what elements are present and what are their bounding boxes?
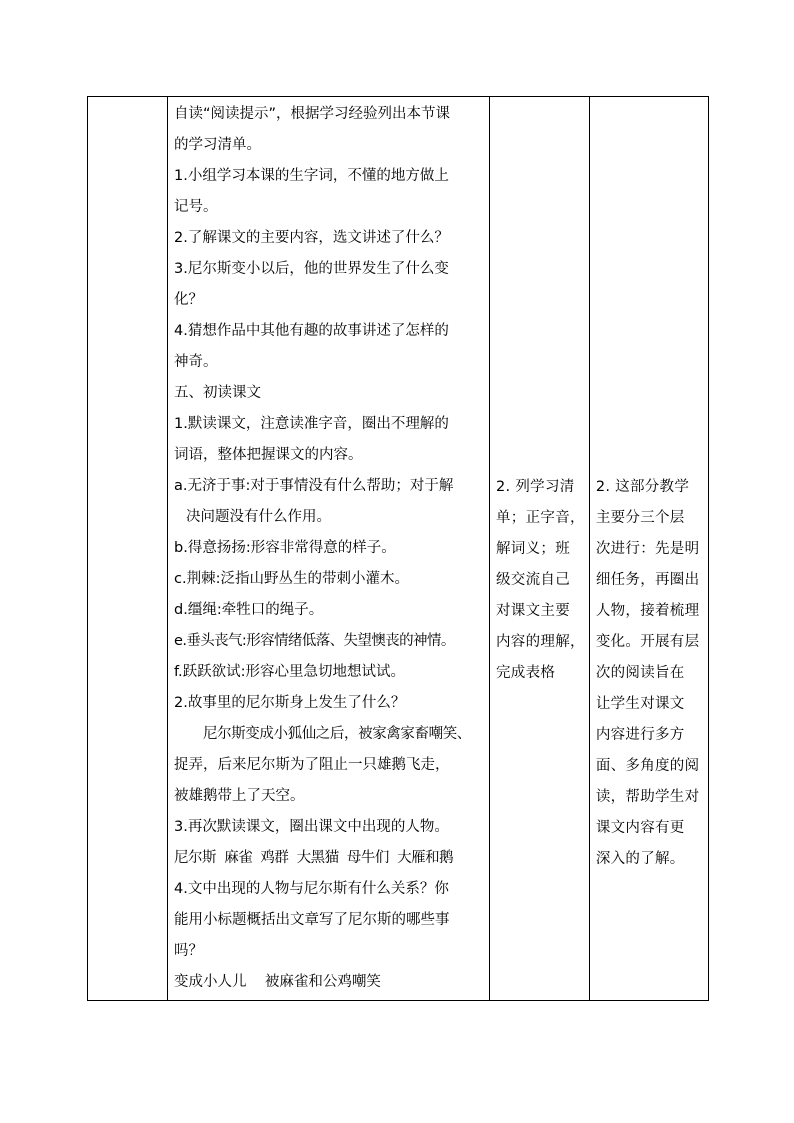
vocab-line: c.荆棘:泛指山野丛生的带刺小灌木。: [174, 571, 409, 587]
text-line: 能用小标题概括出文章写了尼尔斯的哪些事: [174, 912, 450, 928]
text-line: 读，帮助学生对: [595, 789, 700, 805]
text-line: 主要分三个层: [595, 510, 685, 526]
text-line: 级交流自己: [496, 572, 570, 588]
text-line: 解词义；班: [496, 541, 570, 557]
text-line: 3.再次默读课文，圈出课文中出现的人物。: [174, 819, 449, 835]
text-line: 对课文主要: [496, 603, 570, 619]
blank-first-column: [88, 97, 168, 1001]
text-line: 课文内容有更: [595, 820, 685, 836]
text-line: 记号。: [174, 199, 218, 215]
text-line: 人物，接着梳理: [595, 603, 700, 619]
text-line: 的学习清单。: [174, 137, 261, 153]
text-line: 吗？: [174, 943, 203, 959]
text-line: 内容进行多方: [595, 727, 685, 743]
design-intent-cell: [589, 97, 708, 1001]
text-line: 次进行：先是明: [595, 541, 700, 557]
vocab-line: e.垂头丧气:形容情绪低落、失望懊丧的神情。: [174, 633, 455, 649]
table-row: [88, 97, 709, 1001]
text-line: 变成小人儿 被麻雀和公鸡嘲笑: [174, 974, 381, 990]
text-line: 面、多角度的阅: [595, 758, 700, 774]
text-line: 3.尼尔斯变小以后，他的世界发生了什么变: [174, 261, 449, 277]
student-activity-cell: [490, 97, 590, 1001]
text-line: 被雄鹅带上了天空。: [174, 788, 305, 804]
text-line: 尼尔斯变成小狐仙之后，被家禽家畜嘲笑、: [203, 726, 471, 742]
text-line: 化？: [174, 292, 203, 308]
text-line: 单；正字音，: [496, 510, 585, 526]
vocab-line: a.无济于事:对于事情没有什么帮助；对于解: [174, 478, 454, 494]
text-line: 2. 列学习清: [496, 479, 575, 495]
text-line: 2.故事里的尼尔斯身上发生了什么？: [174, 695, 406, 711]
lesson-plan-table: [87, 96, 709, 1001]
vocab-line: 决问题没有什么作用。: [186, 509, 331, 525]
text-line: 词语，整体把握课文的内容。: [174, 447, 363, 463]
text-line: 神奇。: [174, 354, 218, 370]
text-line: 捉弄，后来尼尔斯为了阻止一只雄鹅飞走，: [174, 757, 450, 773]
text-line: 1.默读课文，注意读准字音，圈出不理解的: [174, 416, 449, 432]
text-line: 4.猜想作品中其他有趣的故事讲述了怎样的: [174, 323, 449, 339]
text-line: 让学生对课文: [595, 696, 685, 712]
vocab-line: f.跃跃欲试:形容心里急切地想试试。: [174, 664, 406, 680]
text-line: 2.了解课文的主要内容，选文讲述了什么？: [174, 230, 449, 246]
vocab-line: d.缰绳:牵牲口的绳子。: [174, 602, 324, 618]
text-line: 深入的了解。: [595, 851, 685, 867]
text-line: 次的阅读旨在: [595, 665, 685, 681]
text-line: 内容的理解，: [496, 634, 585, 650]
teaching-process-cell: [168, 97, 490, 1001]
section-heading: 五、初读课文: [174, 385, 261, 401]
text-line: 完成表格: [496, 665, 556, 681]
text-line: 变化。开展有层: [595, 634, 700, 650]
text-line: 4.文中出现的人物与尼尔斯有什么关系？你: [174, 881, 449, 897]
character-list: 尼尔斯 麻雀 鸡群 大黑猫 母牛们 大雁和鹅: [174, 850, 454, 866]
text-line: 自读“阅读提示”，根据学习经验列出本节课: [174, 106, 451, 122]
vocab-line: b.得意扬扬:形容非常得意的样子。: [174, 540, 396, 556]
text-line: 细任务，再圈出: [595, 572, 700, 588]
text-line: 1.小组学习本课的生字词，不懂的地方做上: [174, 168, 449, 184]
text-line: 2. 这部分教学: [595, 479, 690, 495]
